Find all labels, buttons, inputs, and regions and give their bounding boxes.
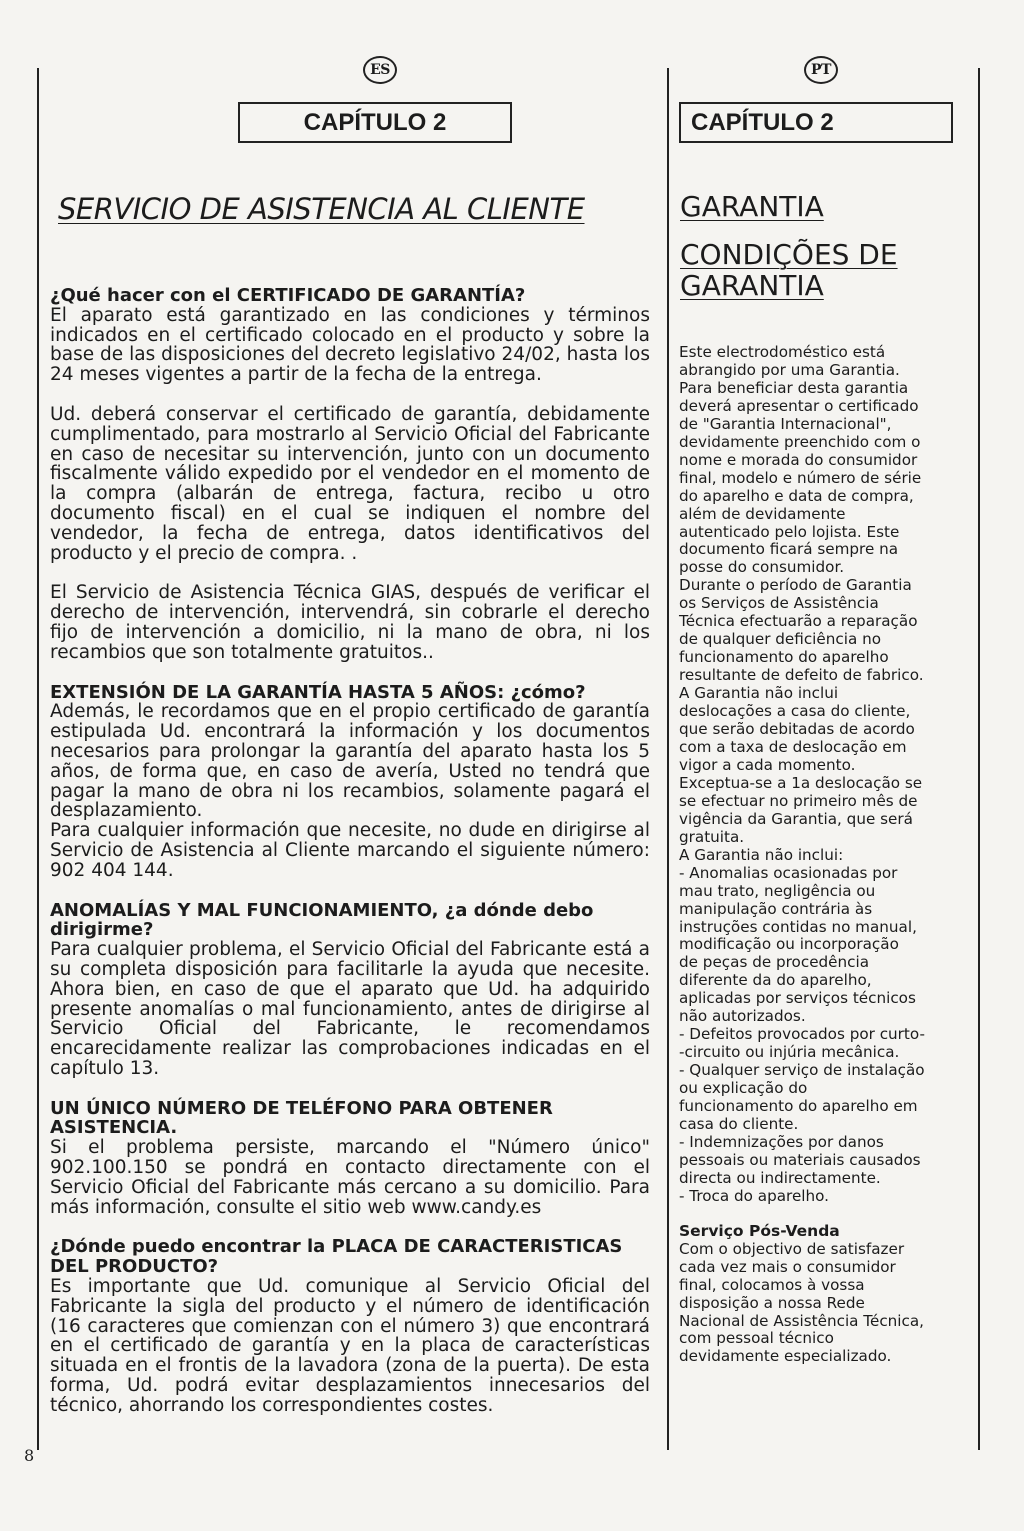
pt-text-line: final, modelo e número de série [679, 468, 922, 487]
pt-text-line: - Defeitos provocados por curto- [679, 1025, 925, 1044]
pt-text-line: de peças de procedência [679, 953, 870, 972]
pt-column [679, 344, 961, 1366]
es-heading-warranty-extension: EXTENSIÓN DE LA GARANTÍA HASTA 5 AÑOS: ¿cómo? [50, 681, 586, 703]
es-paragraph: Además, le recordamos que en el propio certificado de garantía estipulada Ud. encontrará la información y los documentos necesarios para prolongar la garantía del aparato hasta los 5 años, de forma que, en caso de avería, Usted no tendrá que pagar la mano de obra ni los recambios, solamente pagará el desplazamiento. [50, 701, 650, 822]
pt-text-line: Este electrodoméstico está [679, 343, 886, 361]
pt-text-line: manipulação contrária às [679, 899, 873, 918]
pt-text-line: gratuita. [679, 827, 745, 846]
es-paragraph: Es importante que Ud. comunique al Servicio Oficial del Fabricante la sigla del producto y el número de identificación (16 caracteres que comienzan con el número 3) que encontrará en el certificado de garantía y en la placa de características situada en el frontis de la lavadora (zona de la puerta). De esta forma, Ud. podrá evitar desplazamientos innecesarios del técnico, ahorrando los correspondientes costes. [50, 1276, 650, 1416]
pt-text-line: de "Garantia Internacional", [679, 414, 892, 433]
pt-text-line: - Troca do aparelho. [679, 1186, 830, 1205]
pt-text-line: os Serviços de Assistência [679, 594, 879, 613]
pt-text-line: deslocações a casa do cliente, [679, 702, 911, 721]
pt-text-line: funcionamento do aparelho em [679, 1097, 918, 1116]
pt-text-line: modificação ou incorporação [679, 935, 899, 954]
es-heading-warranty-certificate: ¿Qué hacer con el CERTIFICADO DE GARANTÍA? [50, 285, 526, 306]
pt-language-badge: PT [804, 56, 838, 84]
pt-text-line: Exceptua-se a 1a deslocação se [679, 773, 923, 792]
pt-text-line: Com o objectivo de satisfazer [679, 1239, 905, 1258]
pt-text-line: de qualquer deficiência no [679, 630, 881, 649]
pt-text-line: resultante de defeito de fabrico. [679, 666, 924, 685]
pt-text-line: diferente da do aparelho, [679, 971, 872, 990]
page-number: 8 [24, 1446, 35, 1465]
pt-text-line: - Anomalias ocasionadas por [679, 863, 898, 882]
pt-text-line: - Qualquer serviço de instalação [679, 1061, 925, 1080]
pt-text-line: autenticado pelo lojista. Este [679, 522, 900, 541]
pt-text-line: directa ou indirectamente. [679, 1168, 881, 1187]
right-column-rule [978, 68, 980, 1450]
es-paragraph: Si el problema persiste, marcando el "Número único" 902.100.150 se pondrá en contacto directamente con el Servicio Oficial del Fabricante más cercano a su domicilio. Para más información, consulte el sitio web www.candy.es [50, 1137, 650, 1218]
pt-title-line: GARANTIA [680, 269, 824, 302]
pt-text-line: com a taxa de deslocação em [679, 737, 907, 756]
es-paragraph: El Servicio de Asistencia Técnica GIAS, después de verificar el derecho de intervención, intervendrá, sin cobrarle el derecho fijo de intervención a domicilio, ni la mano de obra, ni los recambios que son totalmente gratuitos.. [50, 582, 650, 663]
pt-text-line: disposição a nossa Rede [679, 1293, 865, 1312]
pt-text-line: final, colocamos à vossa [679, 1275, 865, 1294]
pt-text-line: vigor a cada momento. [679, 755, 856, 774]
middle-column-rule [667, 68, 669, 1450]
es-heading-rating-plate: ¿Dónde puedo encontrar la PLACA DE CARACTERISTICAS DEL PRODUCTO? [50, 1236, 623, 1278]
pt-text-line: pessoais ou materiais causados [679, 1150, 921, 1169]
pt-text-line: A Garantia não inclui [679, 684, 839, 703]
pt-text-line: vigência da Garantia, que será [679, 809, 913, 828]
es-paragraph: Ud. deberá conservar el certificado de garantía, debidamente cumplimentado, para mostrarlo al Servicio Oficial del Fabricante en caso de necesitar su intervención, junto con un documento fiscalmente válido expedido por el vendedor en el momento de la compra (albarán de entrega, factura, recibo u otro documento fiscal) en el cual se indiquen el nombre del vendedor, la fecha de entrega, datos identificativos del producto y el precio de compra. . [50, 403, 650, 564]
pt-text-line: mau trato, negligência ou [679, 881, 876, 900]
es-section-title: SERVICIO DE ASISTENCIA AL CLIENTE [58, 192, 585, 226]
pt-text-line: nome e morada do consumidor [679, 450, 918, 469]
pt-after-sales-text [679, 1241, 961, 1367]
pt-text-line: casa do cliente. [679, 1114, 799, 1133]
pt-text-line: Técnica efectuarão a reparação [679, 612, 918, 631]
pt-text-line: deverá apresentar o certificado [679, 396, 919, 415]
pt-text-line: Durante o período de Garantia [679, 576, 912, 595]
pt-text-line: devidamente especializado. [679, 1347, 892, 1366]
pt-title-line: GARANTIA [680, 190, 824, 223]
pt-text-line: funcionamento do aparelho [679, 648, 889, 667]
pt-text-line: cada vez mais o consumidor [679, 1257, 896, 1276]
pt-text-line: aplicadas por serviços técnicos [679, 989, 916, 1008]
pt-text-line: se efectuar no primeiro mês de [679, 791, 918, 810]
es-heading-anomalies: ANOMALÍAS Y MAL FUNCIONAMIENTO, ¿a dónde debo dirigirme? [50, 899, 594, 941]
pt-title-line: CONDIÇÕES DE [680, 238, 898, 271]
pt-text-line: que serão debitadas de acordo [679, 720, 915, 739]
pt-text-line: instruções contidas no manual, [679, 917, 917, 936]
es-column [50, 286, 650, 1436]
pt-text-line: ou explicação do [679, 1079, 808, 1098]
es-paragraph: Para cualquier problema, el Servicio Oficial del Fabricante está a su completa disposición para facilitarle la ayuda que necesite. Ahora bien, en caso de que el aparato que Ud. ha adquirido presente anomalías o mal funcionamiento, antes de dirigirse al Servicio Oficial del Fabricante, le recomendamos encarecidamente realizar las comprobaciones indicadas en el capítulo 13. [50, 939, 650, 1079]
pt-text-line: do aparelho e data de compra, [679, 486, 914, 505]
left-column-rule [37, 68, 39, 1450]
pt-heading-after-sales: Serviço Pós-Venda [679, 1221, 840, 1240]
pt-warranty-text [679, 344, 961, 1206]
pt-text-line: - Indemnizações por danos [679, 1132, 884, 1151]
es-language-badge: ES [363, 56, 397, 84]
pt-text-line: não autorizados. [679, 1007, 806, 1026]
es-paragraph: El aparato está garantizado en las condiciones y términos indicados en el certificado colocado en el producto y sobre la base de las disposiciones del decreto legislativo 24/02, hasta los 24 meses vigentes a partir de la fecha de la entrega. [50, 304, 650, 386]
pt-text-line: posse do consumidor. [679, 558, 845, 577]
pt-text-line: -circuito ou injúria mecânica. [679, 1043, 900, 1062]
pt-text-line: devidamente preenchido com o [679, 432, 921, 451]
pt-text-line: além de devidamente [679, 504, 846, 523]
pt-chapter-label: CAPÍTULO 2 [691, 108, 834, 136]
pt-text-line: documento ficará sempre na [679, 540, 899, 559]
es-chapter-box [238, 102, 512, 143]
pt-text-line: Para beneficiar desta garantia [679, 378, 909, 397]
pt-chapter-box [679, 102, 953, 143]
es-chapter-label: CAPÍTULO 2 [303, 108, 447, 136]
pt-text-line: com pessoal técnico [679, 1329, 834, 1348]
pt-text-line: A Garantia não inclui: [679, 845, 844, 864]
pt-text-line: abrangido por uma Garantia. [679, 360, 900, 379]
pt-text-line: Nacional de Assistência Técnica, [679, 1311, 925, 1330]
es-paragraph: Para cualquier información que necesite, no dude en dirigirse al Servicio de Asistencia al Cliente marcando el siguiente número: 902 404 144. [50, 820, 650, 881]
es-heading-single-phone: UN ÚNICO NÚMERO DE TELÉFONO PARA OBTENER ASISTENCIA. [50, 1097, 553, 1139]
